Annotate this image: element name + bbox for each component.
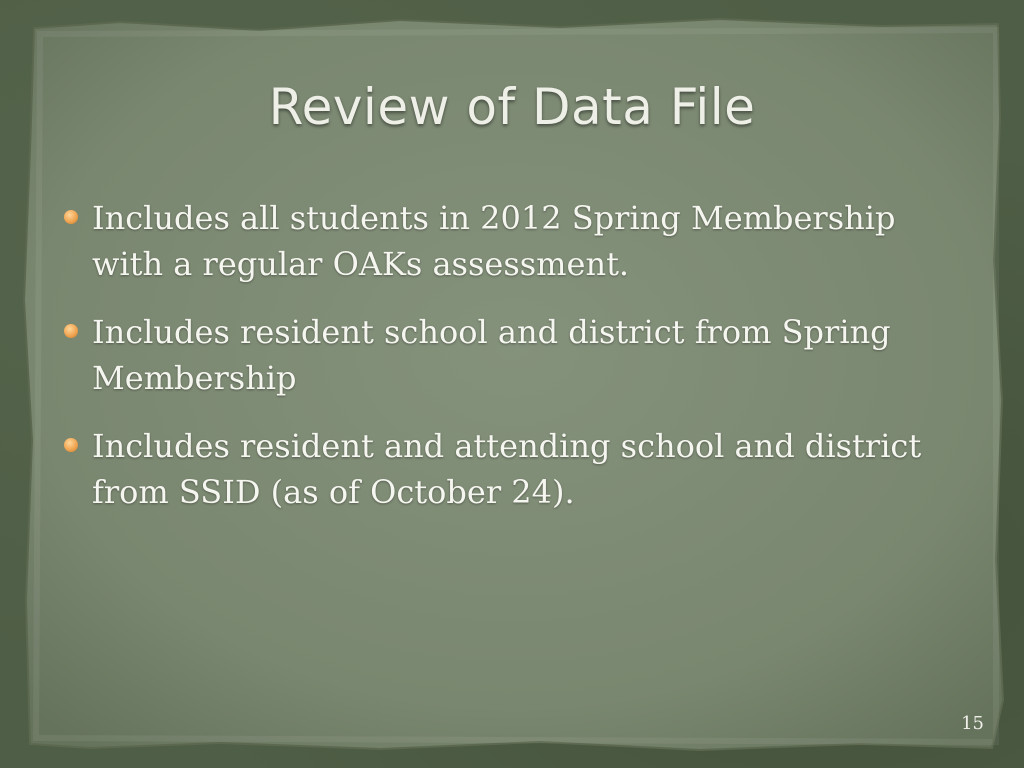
bullet-text: Includes resident school and district from Spring Membership (92, 313, 891, 397)
bullet-item (62, 195, 962, 287)
bullet-dot-icon (64, 438, 78, 452)
bullet-item (62, 309, 962, 401)
bullet-text: Includes all students in 2012 Spring Membership with a regular OAKs assessment. (92, 199, 896, 283)
bullet-item (62, 423, 962, 515)
bullet-text: Includes resident and attending school and district from SSID (as of October 24). (92, 427, 922, 511)
slide-title: Review of Data File (268, 78, 756, 136)
bullet-list (62, 195, 962, 537)
bullet-dot-icon (64, 210, 78, 224)
slide-number: 15 (961, 713, 984, 734)
bullet-dot-icon (64, 324, 78, 338)
